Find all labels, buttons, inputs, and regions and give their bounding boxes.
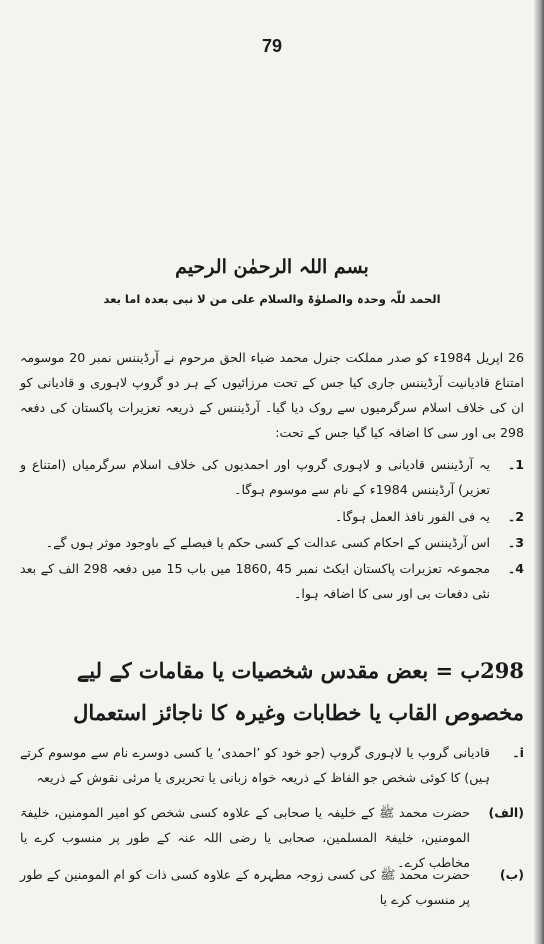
intro-paragraph: 26 اپریل 1984ء کو صدر مملکت جنرل محمد ضیاء الحق مرحوم نے آرڈیننس نمبر 20 موسومہ امتناع قادیانیت آرڈیننس جاری کیا جس کے تحت مرزائیوں کے ہر دو گروپ لاہوری و قادیانی کو ان کی خلاف اسلام سرگرمیوں سے روک دیا گیا۔ آرڈیننس کے ذریعہ تعزیرات پاکستان کی دفعہ 298 بی اور سی کا اضافہ کیا گیا جس کے تحت: (20, 350, 524, 440)
list-item-marker: 2۔ (507, 509, 524, 524)
hamd-line: الحمد للّٰہ وحدہ والصلوٰۃ والسلام علی من لا نبی بعدہ اما بعد (103, 292, 441, 306)
list-item (20, 530, 524, 555)
list-item (20, 556, 524, 606)
page-edge-shadow (534, 0, 544, 944)
list-item-text: اس آرڈیننس کے احکام کسی عدالت کے کسی حکم یا فیصلے کے باوجود موثر ہوں گے۔ (45, 535, 490, 550)
list-item (20, 452, 524, 502)
list-item-text: مجموعہ تعزیرات پاکستان ایکٹ نمبر 45 ,1860 میں باب 15 میں دفعہ 298 الف کے بعد نئی دفعات بی اور سی کا اضافہ ہوا۔ (20, 561, 490, 601)
list-item-marker: 3۔ (507, 535, 524, 550)
sub-item-marker: i۔ (512, 745, 524, 760)
section-heading-298b: 298ب = بعض مقدس شخصیات یا مقامات کے لیے مخصوص القاب یا خطابات وغیرہ کا ناجائز استعمال (73, 658, 524, 725)
sub-item-marker: (ب) (499, 867, 524, 882)
page-number: 79 (261, 36, 283, 56)
basmala-heading: بسم اللہ الرحمٰن الرحیم (175, 256, 369, 278)
list-item-marker: 4۔ (507, 561, 524, 576)
sub-item-text: قادیانی گروپ یا لاہوری گروپ (جو خود کو ’احمدی‘ یا کسی دوسرے نام سے موسوم کرتے ہیں) کا کوئی شخص جو الفاظ کے ذریعہ خواہ زبانی یا تحریری یا مرئی نقوش کے ذریعہ (20, 745, 490, 785)
list-item-marker: 1۔ (507, 457, 524, 472)
sub-item-text: حضرت محمد ﷺ کے خلیفہ یا صحابی کے علاوہ کسی شخص کو امیر المومنین، خلیفۃ المومنین، خلیفۃ المسلمین، صحابی یا رضی اللہ عنہ کے طور پر منسوب کرے یا مخاطب کرے۔ (20, 805, 470, 870)
list-item-text: یہ فی الفور نافذ العمل ہوگا۔ (334, 509, 490, 524)
sub-item-text: حضرت محمد ﷺ کی کسی زوجہ مطہرہ کے علاوہ کسی ذات کو ام المومنین کے طور پر منسوب کرے یا (20, 867, 470, 907)
list-item-text: یہ آرڈیننس قادیانی و لاہوری گروپ اور احمدیوں کی خلاف اسلام سرگرمیاں (امتناع و تعزیر) آرڈیننس 1984ء کے نام سے موسوم ہوگا۔ (20, 457, 490, 497)
sub-item (20, 862, 524, 912)
sub-item (20, 740, 524, 790)
list-item (20, 504, 524, 529)
sub-item-marker: (الف) (488, 805, 524, 820)
